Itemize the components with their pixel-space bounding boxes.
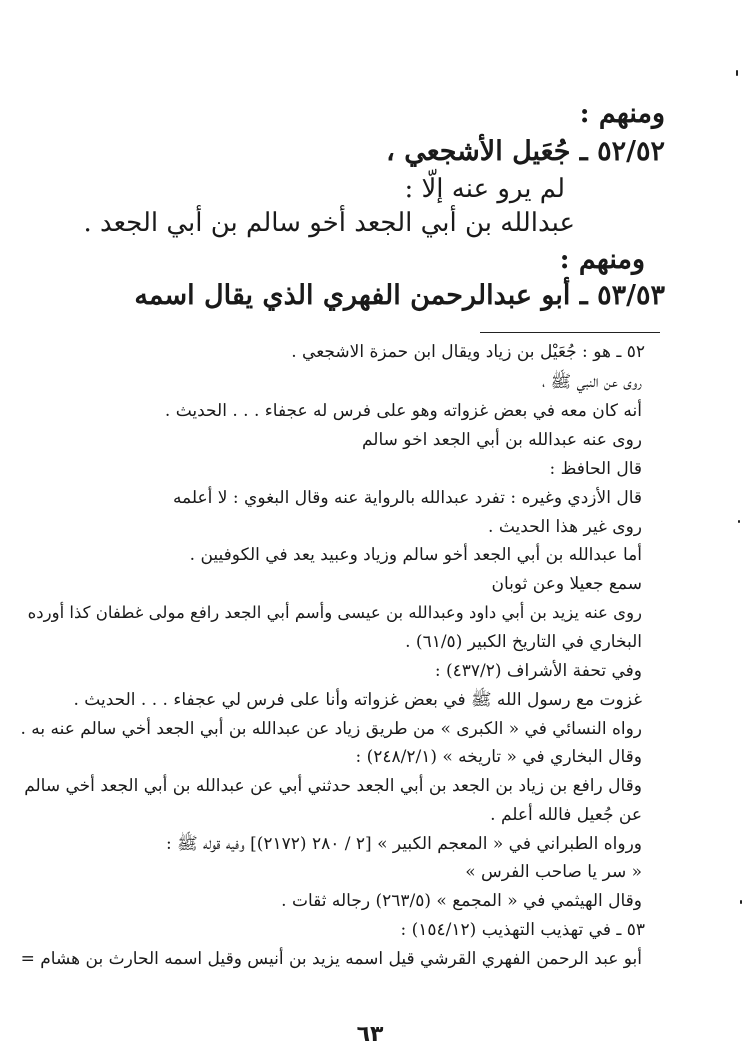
footnote-line-15: وقال البخاري في « تاريخه » (٢٤٨/٢/١) : xyxy=(355,747,642,767)
footnote-line-11: البخاري في التاريخ الكبير (٦١/٥) . xyxy=(405,632,642,652)
footnote-line-6: قال الأزدي وغيره : تفرد عبدالله بالرواية عنه وقال البغوي : لا أعلمه xyxy=(172,488,642,508)
footnote-line-16: وقال رافع بن زياد بن الجعد بن أبي الجعد حدثني أبي عن عبدالله بن أبي الجعد أخي سالم xyxy=(24,776,642,796)
footnote-line-5: قال الحافظ : xyxy=(549,459,642,479)
main-line-narrator-name: عبدالله بن أبي الجعد أخو سالم بن أبي الجعد . xyxy=(83,208,575,238)
footnote-line-20: وقال الهيثمي في « المجمع » (٢٦٣/٥) رجاله ثقات . xyxy=(281,891,642,911)
main-line-narrator-only: لم يرو عنه إلّا : xyxy=(404,174,565,204)
footnote-line-18: ورواه الطبراني في « المعجم الكبير » [٢ / ٢٨٠ (٢١٧٢)] وفيه قوله ﷺ : xyxy=(165,834,642,854)
footnote-line-9: سمع جعيلا وعن ثوبان xyxy=(491,574,642,594)
footnote-line-1: ٥٢ ـ هو : جُعَيْل بن زياد ويقال ابن حمزة الاشجعي . xyxy=(291,342,645,362)
scan-speck xyxy=(736,70,738,76)
footnote-line-10: روى عنه يزيد بن أبي داود وعبدالله بن عيسى وأسم أبي الجعد رافع مولى غطفان كذا أورده xyxy=(27,603,642,622)
footnote-line-19: « سر يا صاحب الفرس » xyxy=(465,862,642,882)
scan-speck xyxy=(738,520,740,523)
footnote-line-17: عن جُعيل فالله أعلم . xyxy=(490,805,642,825)
main-line-entry-52: ٥٢/٥٢ ـ جُعَيل الأشجعي ، xyxy=(386,136,665,167)
main-line-heading-2: ومنهم : xyxy=(559,244,645,275)
footnote-line-12: وفي تحفة الأشراف (٤٣٧/٢) : xyxy=(434,661,642,681)
footnote-line-4: روى عنه عبدالله بن أبي الجعد اخو سالم xyxy=(361,430,642,450)
footnote-line-13: غزوت مع رسول الله ﷺ في بعض غزواته وأنا على فرس لي عجفاء . . . الحديث . xyxy=(73,690,642,710)
main-line-entry-53: ٥٣/٥٣ ـ أبو عبدالرحمن الفهري الذي يقال اسمه xyxy=(134,280,665,311)
footnote-line-2: روى عن النبي ﷺ ، xyxy=(542,372,642,392)
footnote-line-21: ٥٣ ـ في تهذيب التهذيب (١٥٤/١٢) : xyxy=(400,920,645,940)
footnote-line-22: أبو عبد الرحمن الفهري القرشي قيل اسمه يزيد بن أنيس وقيل اسمه الحارث بن هشام = xyxy=(20,949,642,969)
scan-speck xyxy=(740,900,742,904)
footnote-line-7: روى غير هذا الحديث . xyxy=(488,517,642,537)
footnote-line-14: رواه النسائي في « الكبرى » من طريق زياد عن عبدالله بن أبي الجعد أخي سالم عنه به . xyxy=(20,719,642,739)
footnote-line-3: أنه كان معه في بعض غزواته وهو على فرس له عجفاء . . . الحديث . xyxy=(164,401,642,421)
footnote-separator xyxy=(480,332,660,333)
page-number: ٦٣ xyxy=(356,1022,384,1047)
footnote-line-8: أما عبدالله بن أبي الجعد أخو سالم وزياد وعبيد يعد في الكوفيين . xyxy=(189,545,642,565)
main-line-heading-1: ومنهم : xyxy=(579,98,665,129)
